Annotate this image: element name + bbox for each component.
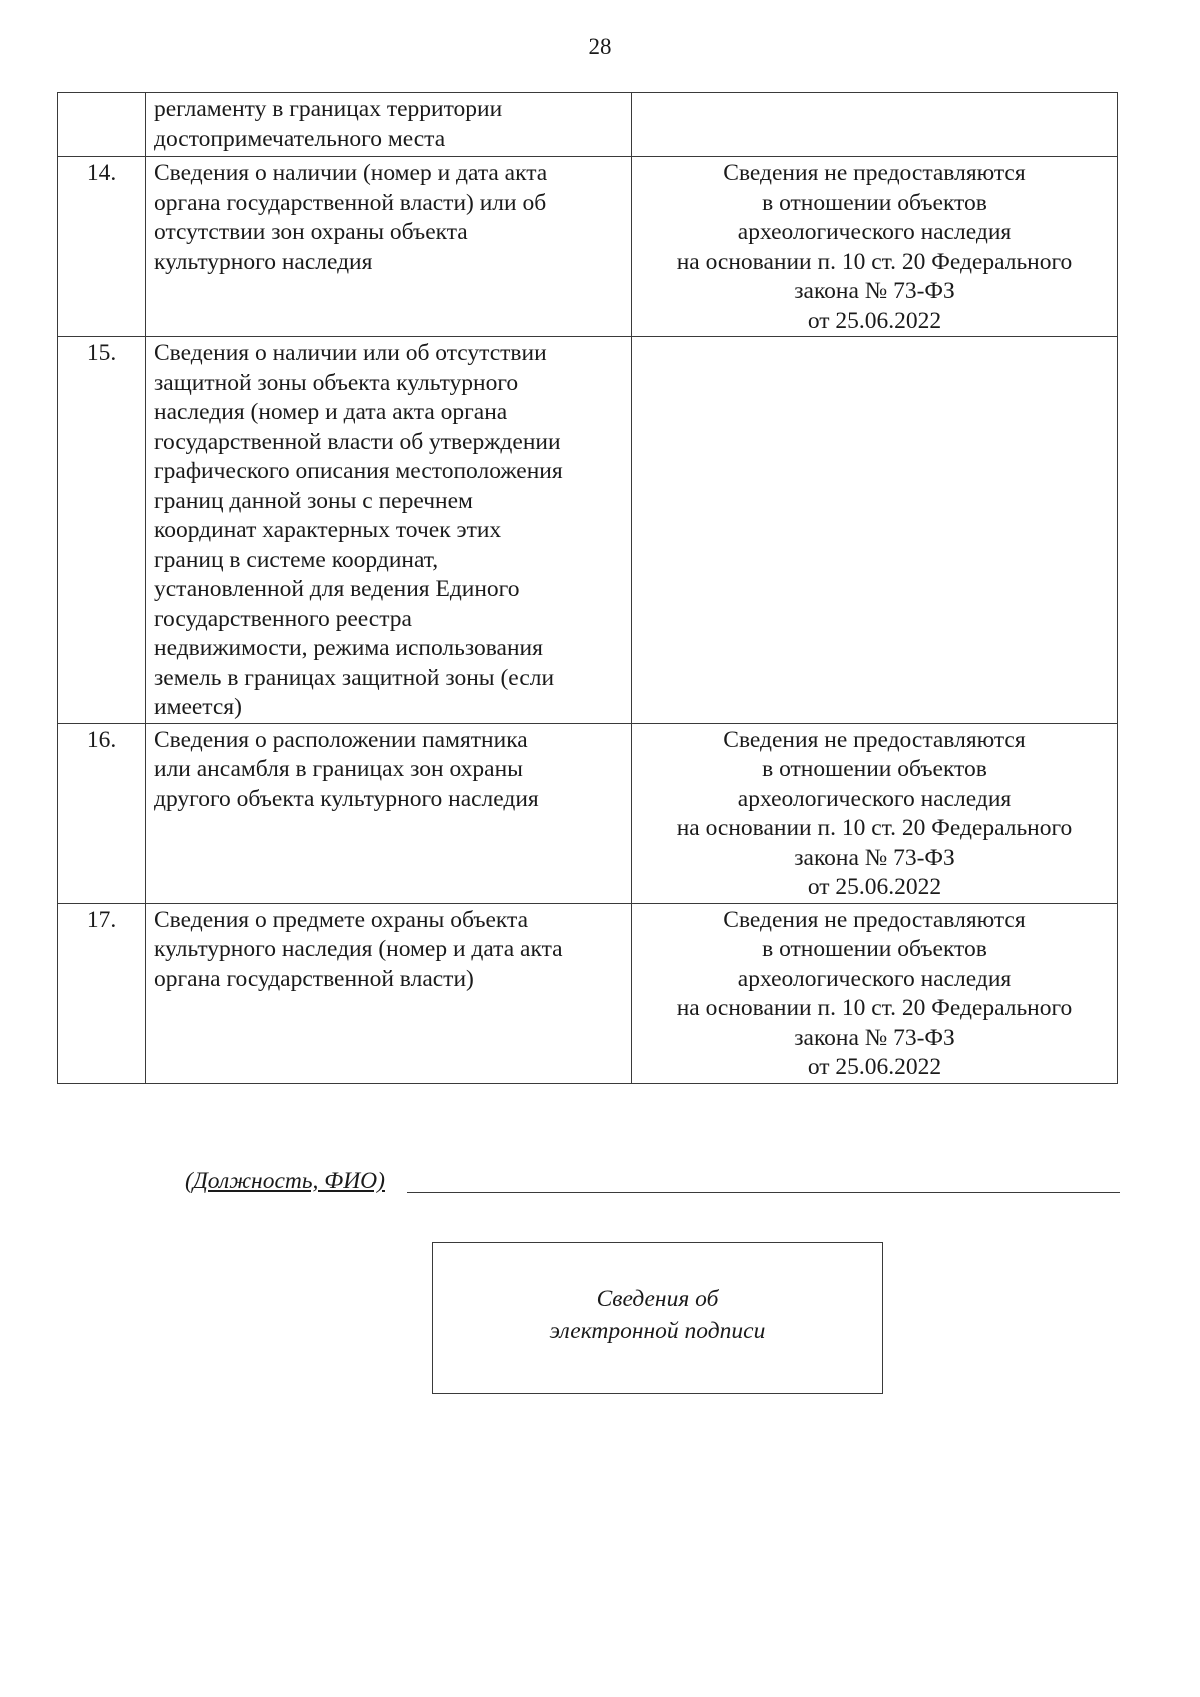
description-line: другого объекта культурного наследия <box>154 785 539 812</box>
row-value <box>632 93 1118 157</box>
table-row <box>58 723 1118 903</box>
signature-rule <box>407 1192 1120 1193</box>
description-line: земель в границах защитной зоны (если <box>154 664 555 691</box>
page-number: 28 <box>588 34 612 59</box>
description-line: государственной власти об утверждении <box>154 428 561 455</box>
row-number: 15. <box>58 337 146 724</box>
description-line: или ансамбля в границах зон охраны <box>154 756 523 782</box>
value-line: закона № 73-ФЗ <box>794 844 955 871</box>
row-value <box>632 723 1118 903</box>
signature-line <box>185 1168 1120 1198</box>
description-line: Сведения о расположении памятника <box>154 726 528 753</box>
row-description <box>146 723 632 903</box>
row-number <box>58 93 146 157</box>
value-line: археологического наследия <box>737 219 1012 245</box>
value-line: археологического наследия <box>737 965 1012 992</box>
row-number: 17. <box>58 903 146 1083</box>
value-line: Сведения не предоставляются <box>723 726 1026 753</box>
row-description <box>146 337 632 724</box>
description-line: органа государственной власти) или об <box>154 189 547 216</box>
row-value <box>632 157 1118 337</box>
value-line: в отношении объектов <box>762 756 987 782</box>
description-line: Сведения о наличии (номер и дата акта <box>154 160 548 186</box>
description-line: органа государственной власти) <box>154 965 474 992</box>
description-line: границ данной зоны с перечнем <box>154 487 473 514</box>
row-value <box>632 337 1118 724</box>
value-line: от 25.06.2022 <box>807 307 942 334</box>
description-line: установленной для ведения Единого <box>154 576 520 602</box>
description-line: государственного реестра <box>154 605 412 632</box>
value-line: от 25.06.2022 <box>807 874 942 900</box>
value-line: Сведения не предоставляются <box>723 906 1026 933</box>
value-line: закона № 73-ФЗ <box>794 278 955 304</box>
signature-label: (Должность, ФИО) <box>185 1168 385 1194</box>
description-line: Сведения о наличии или об отсутствии <box>154 340 547 366</box>
row-description <box>146 903 632 1083</box>
value-line: Сведения не предоставляются <box>723 160 1026 186</box>
description-line: достопримечательного места <box>154 125 446 152</box>
value-line: от 25.06.2022 <box>807 1054 942 1080</box>
table-row <box>58 93 1118 157</box>
row-number: 14. <box>58 157 146 337</box>
description-line: границ в системе координат, <box>154 546 439 573</box>
description-line: недвижимости, режима использования <box>154 635 543 661</box>
description-line: культурного наследия <box>154 248 373 275</box>
description-line: защитной зоны объекта культурного <box>154 369 519 396</box>
description-line: Сведения о предмете охраны объекта <box>154 906 529 933</box>
description-line: имеется) <box>154 694 242 720</box>
value-line: на основании п. 10 ст. 20 Федерального <box>676 995 1073 1021</box>
description-line: регламенту в границах территории <box>154 96 503 122</box>
row-number: 16. <box>58 723 146 903</box>
description-line: наследия (номер и дата акта органа <box>154 399 508 425</box>
table-row <box>58 903 1118 1083</box>
description-line: координат характерных точек этих <box>154 517 502 543</box>
heritage-info-table <box>57 92 1118 1084</box>
value-line: закона № 73-ФЗ <box>794 1024 955 1051</box>
value-line: археологического наследия <box>737 785 1012 812</box>
electronic-signature-box <box>432 1242 883 1394</box>
value-line: в отношении объектов <box>762 936 987 962</box>
value-line: в отношении объектов <box>762 189 987 216</box>
value-line: на основании п. 10 ст. 20 Федерального <box>676 248 1073 275</box>
description-line: культурного наследия (номер и дата акта <box>154 936 563 962</box>
value-line: на основании п. 10 ст. 20 Федерального <box>676 815 1073 841</box>
table-body <box>58 93 1118 1084</box>
e-signature-line: Сведения об <box>596 1286 719 1312</box>
description-line: отсутствии зон охраны объекта <box>154 219 468 245</box>
row-description <box>146 157 632 337</box>
row-description <box>146 93 632 157</box>
row-value <box>632 903 1118 1083</box>
e-signature-line: электронной подписи <box>549 1318 766 1344</box>
table-row <box>58 157 1118 337</box>
table-row <box>58 337 1118 724</box>
description-line: графического описания местоположения <box>154 458 563 484</box>
